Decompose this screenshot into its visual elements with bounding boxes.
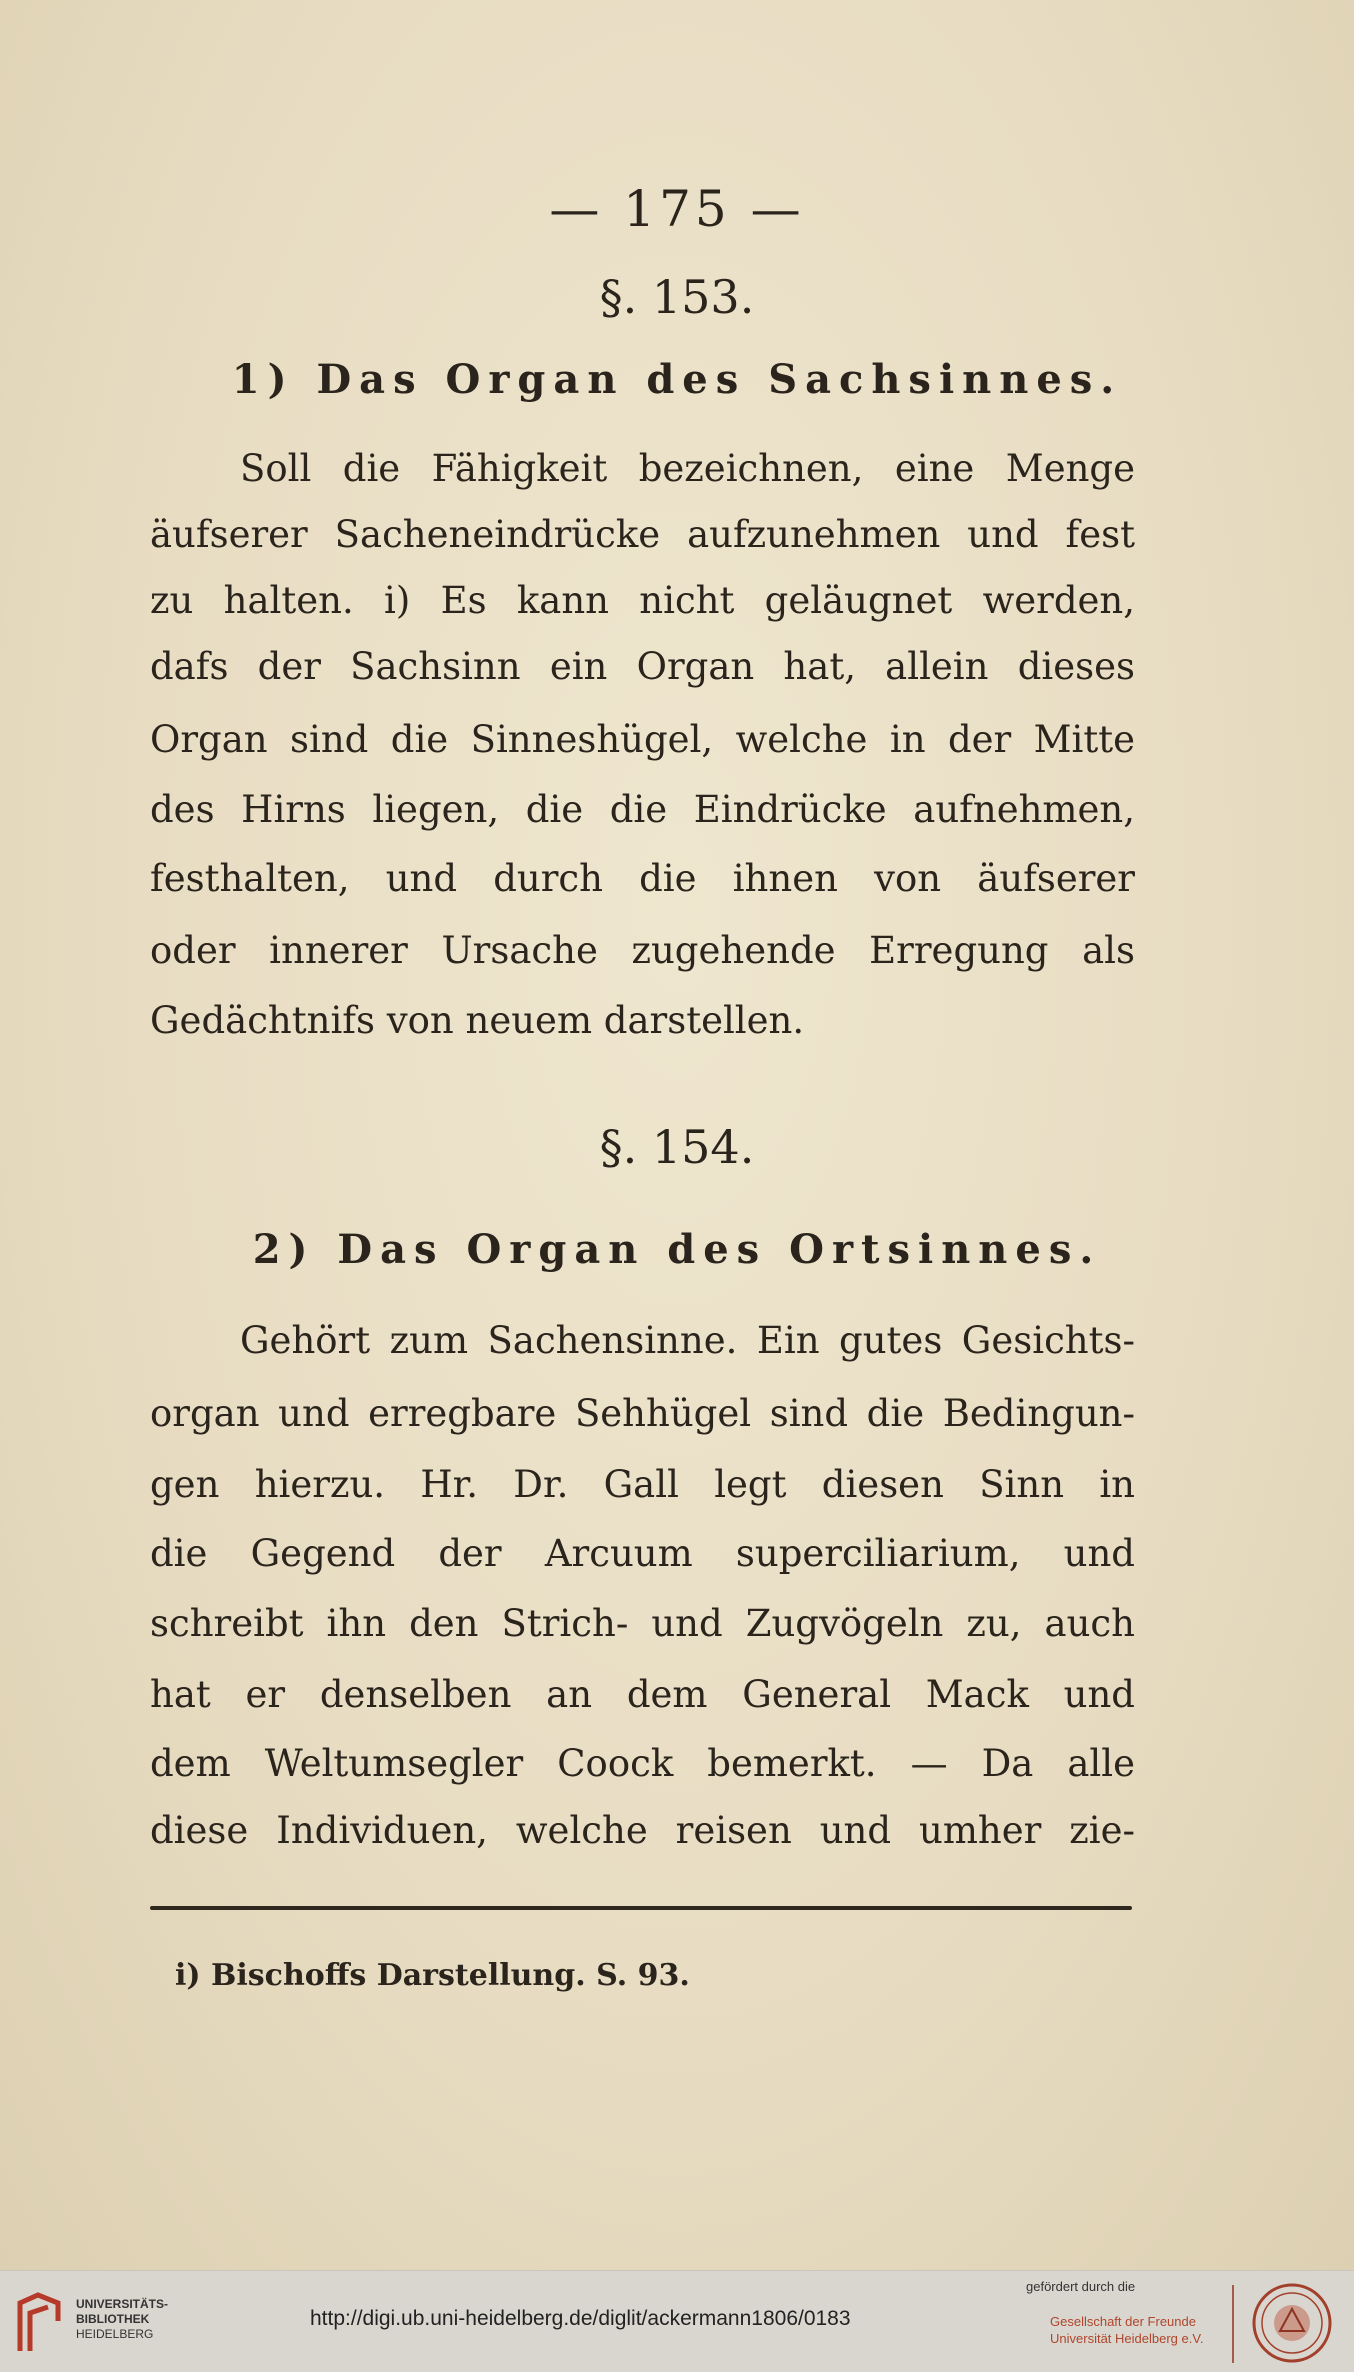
library-logo-icon bbox=[14, 2291, 64, 2353]
section-number: §. 153. bbox=[599, 270, 755, 324]
digitization-banner bbox=[0, 2270, 1354, 2372]
text-line: Organ sind die Sinneshügel, welche in der Mitte bbox=[150, 718, 1135, 761]
source-url[interactable]: http://digi.ub.uni-heidelberg.de/diglit/ackermann1806/0183 bbox=[310, 2307, 851, 2330]
banner-divider bbox=[1232, 2285, 1234, 2363]
section-title: 2) Das Organ des Ortsinnes. bbox=[252, 1226, 1102, 1273]
sponsor-name: Gesellschaft der Freunde Universität Heidelberg e.V. bbox=[1050, 2314, 1204, 2346]
text-line: festhalten, und durch die ihnen von äufserer bbox=[150, 857, 1135, 900]
footnote: i) Bischoffs Darstellung. S. 93. bbox=[175, 1958, 690, 1993]
text-line: diese Individuen, welche reisen und umher zie- bbox=[150, 1809, 1135, 1852]
text-line: die Gegend der Arcuum superciliarium, und bbox=[150, 1532, 1135, 1575]
text-line: des Hirns liegen, die die Eindrücke aufnehmen, bbox=[150, 788, 1135, 831]
text-line: äufserer Sacheneindrücke aufzunehmen und fest bbox=[150, 513, 1135, 556]
section-number: §. 154. bbox=[599, 1120, 755, 1174]
text-line: organ und erregbare Sehhügel sind die Bedingun- bbox=[150, 1392, 1135, 1435]
library-name: UNIVERSITÄTS- BIBLIOTHEK HEIDELBERG bbox=[76, 2297, 169, 2341]
text-line: dem Weltumsegler Coock bemerkt. — Da alle bbox=[150, 1742, 1135, 1785]
page-number: — 175 — bbox=[549, 180, 805, 238]
text-line: Gehört zum Sachensinne. Ein gutes Gesichts- bbox=[240, 1319, 1135, 1362]
text-line: zu halten. i) Es kann nicht geläugnet werden, bbox=[150, 579, 1135, 622]
text-line: gen hierzu. Hr. Dr. Gall legt diesen Sinn in bbox=[150, 1463, 1135, 1506]
text-line: Soll die Fähigkeit bezeichnen, eine Menge bbox=[240, 447, 1135, 490]
text-line: schreibt ihn den Strich- und Zugvögeln zu, auch bbox=[150, 1602, 1135, 1645]
footnote-rule bbox=[150, 1906, 1132, 1910]
section-title: 1) Das Organ des Sachsinnes. bbox=[231, 356, 1123, 403]
sponsor-label: gefördert durch die bbox=[1026, 2279, 1136, 2294]
text-line: hat er denselben an dem General Mack und bbox=[150, 1673, 1135, 1716]
text-line: oder innerer Ursache zugehende Erregung als bbox=[150, 929, 1135, 972]
text-line: Gedächtnifs von neuem darstellen. bbox=[150, 999, 805, 1042]
text-line: dafs der Sachsinn ein Organ hat, allein dieses bbox=[150, 645, 1135, 688]
university-seal-icon bbox=[1246, 2281, 1338, 2365]
